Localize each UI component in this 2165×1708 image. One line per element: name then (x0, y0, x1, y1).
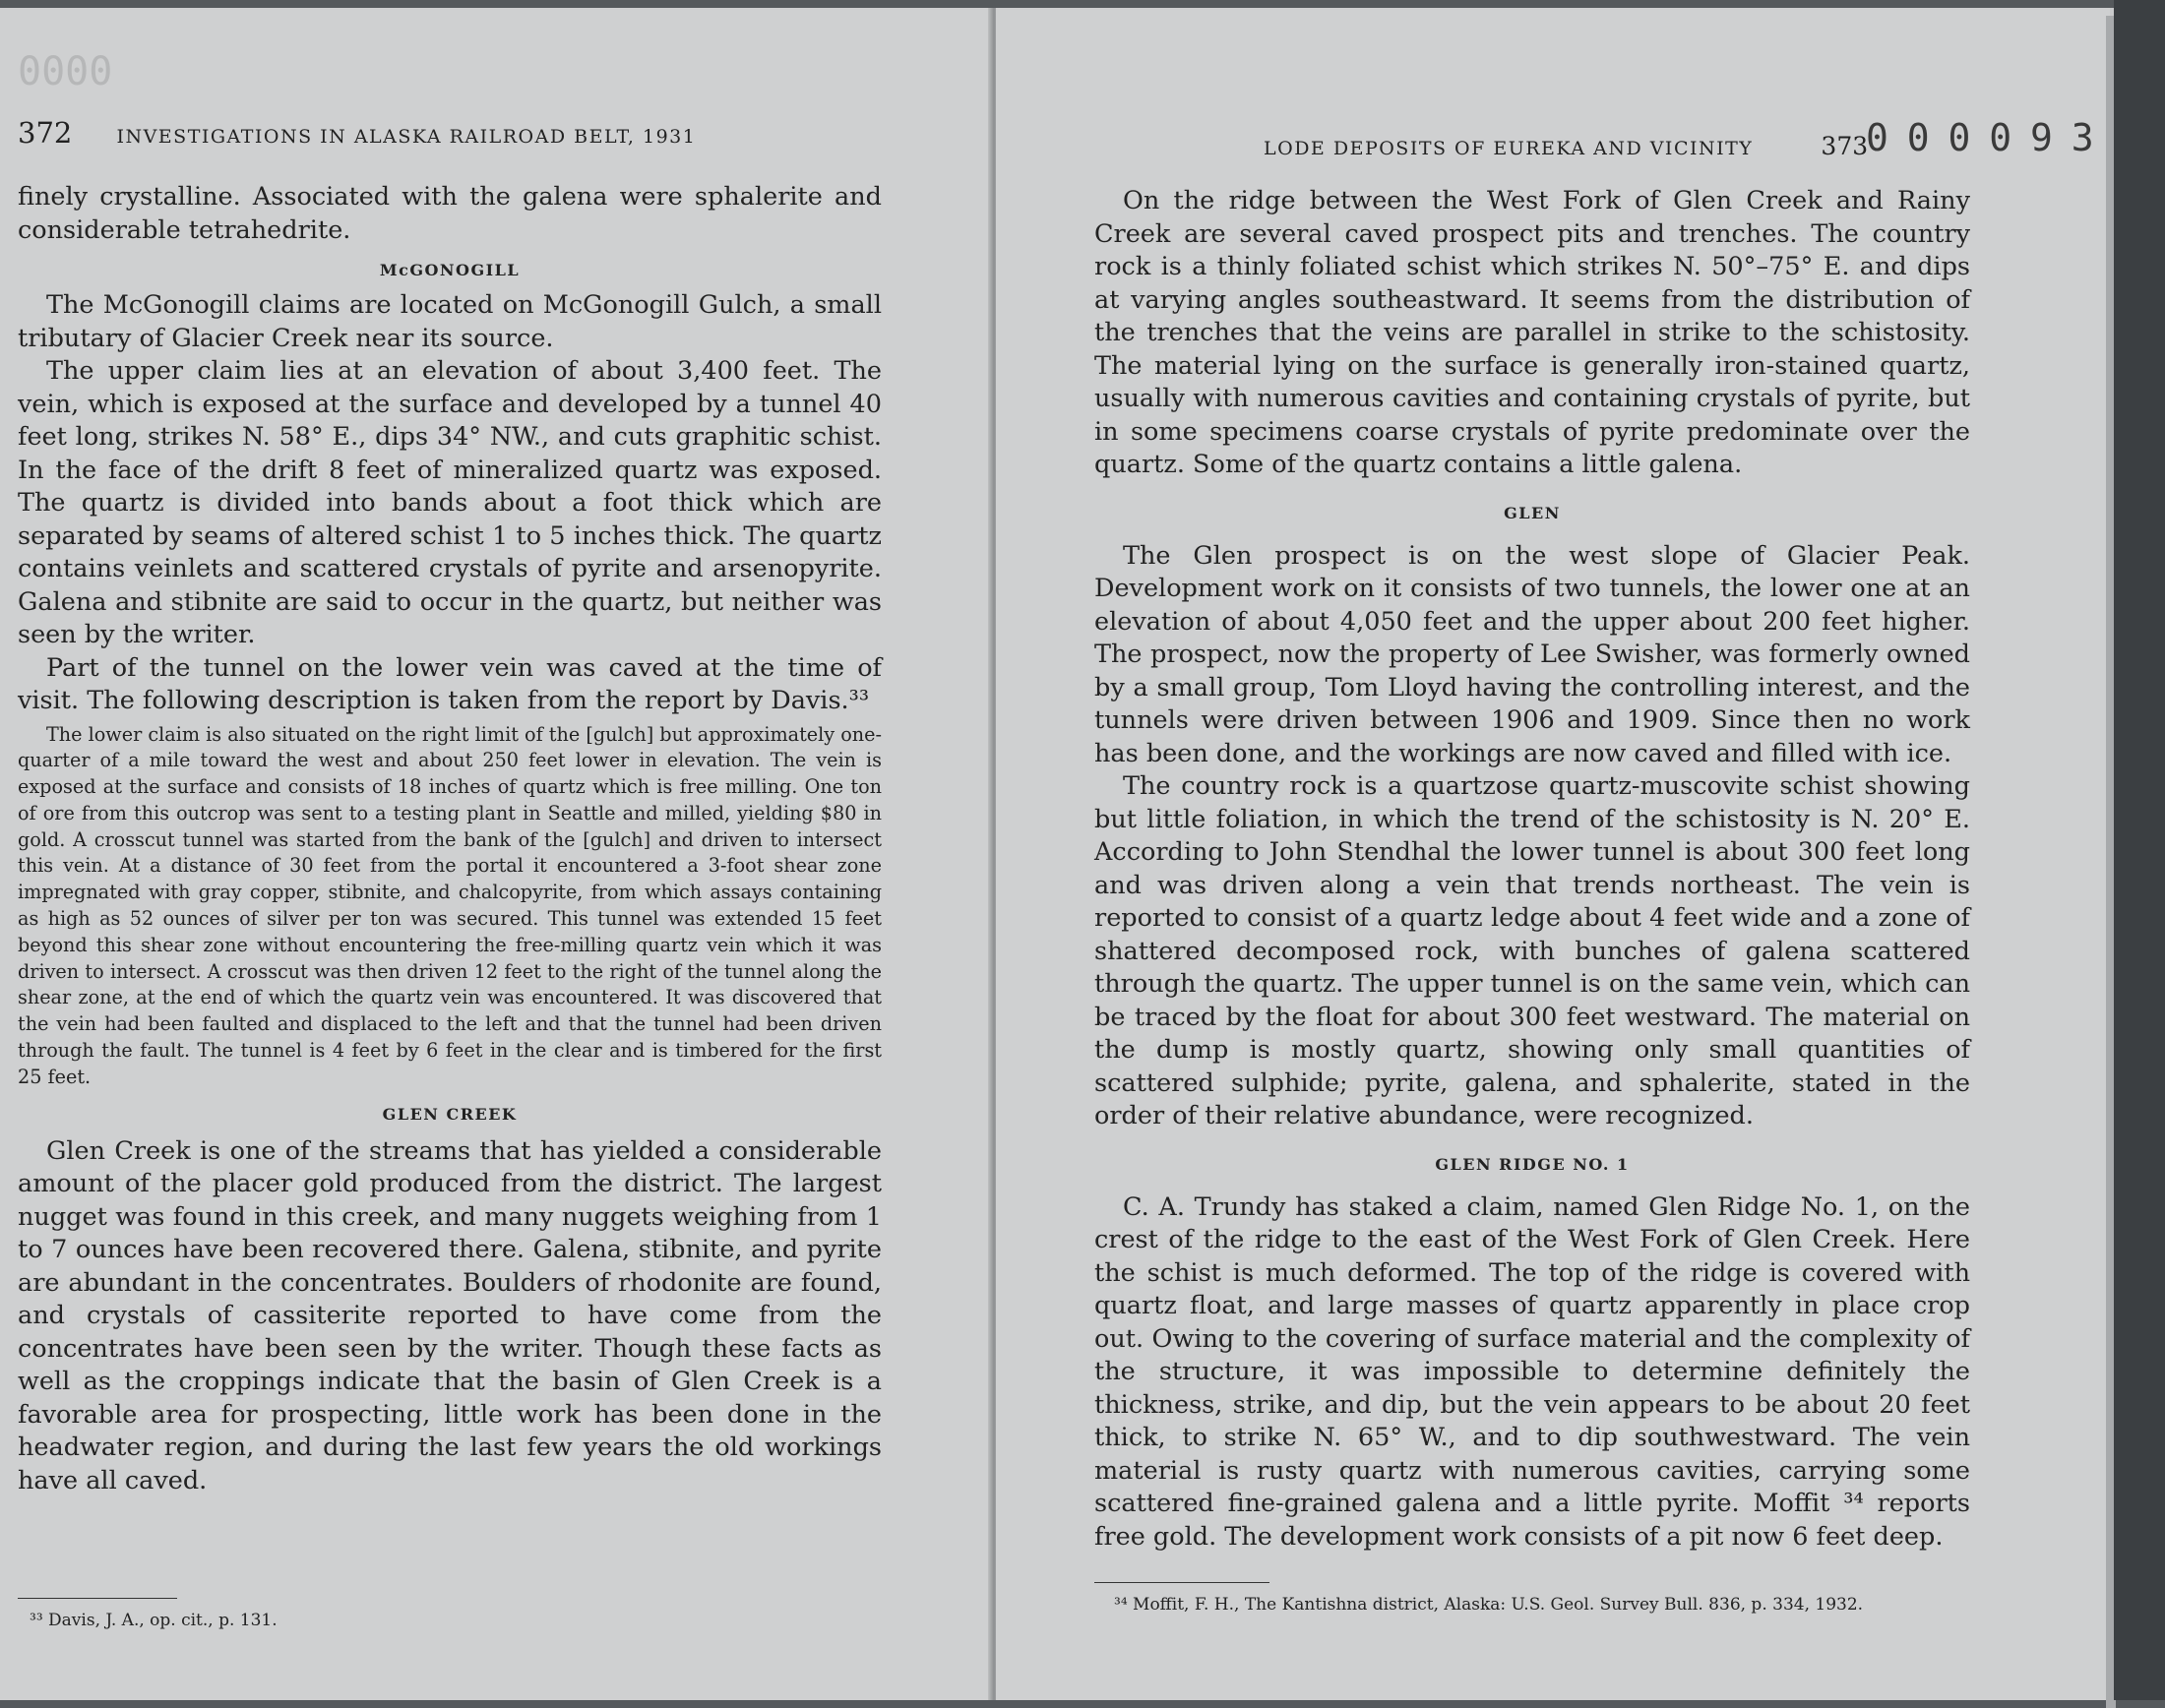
left-running-head: INVESTIGATIONS IN ALASKA RAILROAD BELT, 1931 (116, 126, 697, 148)
right-text-column (1094, 185, 1970, 1554)
body-paragraph: The Glen prospect is on the west slope of Glacier Peak. Development work on it consists of two tunnels, the lower one at an elevation of about 4,050 feet and the upper about 200 feet higher. The prospect, now the property of Lee Swisher, was formerly owned by a small group, Tom Lloyd having the controlling interest, and the tunnels were driven between 1906 and 1909. Since then no work has been done, and the workings are now caved and filled with ice. (1094, 540, 1970, 768)
left-page-number: 372 (18, 116, 73, 150)
section-heading-glen-creek: GLEN CREEK (382, 1104, 518, 1124)
scanner-border (2114, 0, 2165, 1700)
section-heading-mcgonogill: McGONOGILL (379, 261, 521, 279)
left-text-column (18, 181, 882, 1497)
right-corner-stamp: 0 0 0 0 9 3 (1866, 116, 2092, 159)
right-running-head: LODE DEPOSITS OF EUREKA AND VICINITY (1264, 138, 1754, 159)
body-paragraph: Glen Creek is one of the streams that has yielded a considerable amount of the placer gold produced from the district. The largest nugget was found in this creek, and many nuggets weighing from 1 to 7 ounces have been recovered there. Galena, stibnite, and pyrite are abundant in the concentrates. Boulders of rhodonite are found, and crystals of cassiterite reported to have come from the concentrates have been seen by the writer. Though these facts as well as the croppings indicate that the basin of Glen Creek is a favorable area for prospecting, little work has been done in the headwater region, and during the last few years the old workings have all caved. (18, 1135, 882, 1495)
body-paragraph: The country rock is a quartzose quartz-muscovite schist showing but little foliation, in which the trend of the schistosity is N. 20° E. According to John Stendhal the lower tunnel is about 300 feet long and was driven along a vein that trends northeast. The vein is reported to consist of a quartz ledge about 4 feet wide and a zone of shattered decomposed rock, with bunches of galena scattered through the quartz. The upper tunnel is on the same vein, which can be traced by the float for about 300 feet westward. The material on the dump is mostly quartz, showing only small quantities of scattered sulphide; pyrite, galena, and sphalerite, stated in the order of their relative abundance, were recognized. (1094, 771, 1970, 1130)
right-page (996, 8, 2110, 1700)
section-heading-glen-ridge-no-1: GLEN RIDGE NO. 1 (1435, 1154, 1630, 1174)
left-running-header (18, 116, 696, 150)
body-paragraph: The upper claim lies at an elevation of about 3,400 feet. The vein, which is exposed at the surface and developed by a tunnel 40 feet long, strikes N. 58° E., dips 34° NW., and cuts graphitic schist. In the face of the drift 8 feet of mineralized quartz was exposed. The quartz is divided into bands about a foot thick which are separated by seams of altered schist 1 to 5 inches thick. The quartz contains veinlets and scattered crystals of pyrite and arsenopyrite. Galena and stibnite are said to occur in the quartz, but neither was seen by the writer. (18, 356, 882, 649)
footnote-rule (18, 1598, 177, 1599)
quoted-passage: The lower claim is also situated on the right limit of the [gulch] but approximately one-quarter of a mile toward the west and about 250 feet lower in elevation. The vein is exposed at the surface and consists of 18 inches of quartz which is free milling. One ton of ore from this outcrop was sent to a testing plant in Seattle and milled, yielding $80 in gold. A crosscut tunnel was started from the bank of the [gulch] and driven to intersect this vein. At a distance of 30 feet from the portal it encountered a 3-foot shear zone impregnated with gray copper, stibnite, and chalcopyrite, from which assays containing as high as 52 ounces of silver per ton was secured. This tunnel was extended 15 feet beyond this shear zone without encountering the free-milling quartz vein which it was driven to intersect. A crosscut was then driven 12 feet to the right of the tunnel along the shear zone, at the end of which the quartz vein was encountered. It was discovered that the vein had been faulted and displaced to the left and that the tunnel had been driven through the fault. The tunnel is 4 feet by 6 feet in the clear and is timbered for the first 25 feet. (18, 722, 882, 1088)
continuation-paragraph: finely crystalline. Associated with the galena were sphalerite and considerable tetrahedrite. (18, 182, 882, 245)
body-paragraph: Part of the tunnel on the lower vein was caved at the time of visit. The following description is taken from the report by Davis.³³ (18, 652, 882, 715)
intro-paragraph: On the ridge between the West Fork of Glen Creek and Rainy Creek are several caved prospect pits and trenches. The country rock is a thinly foliated schist which strikes N. 50°–75° E. and dips at varying angles southeastward. It seems from the distribution of the trenches that the veins are parallel in strike to the schistosity. The material lying on the surface is generally iron-stained quartz, usually with numerous cavities and containing crystals of pyrite, but in some specimens coarse crystals of pyrite predominate over the quartz. Some of the quartz contains a little galena. (1094, 186, 1970, 479)
book-spread (0, 8, 2114, 1700)
footnote-rule (1094, 1582, 1269, 1583)
right-running-header (1264, 132, 1868, 160)
left-corner-stamp: 0000 (18, 49, 113, 94)
body-paragraph: The McGonogill claims are located on McGonogill Gulch, a small tributary of Glacier Creek near its source. (18, 290, 882, 353)
right-footnote: ³⁴ Moffit, F. H., The Kantishna district, Alaska: U.S. Geol. Survey Bull. 836, p. 334, 1932. (1114, 1595, 1864, 1615)
body-paragraph: C. A. Trundy has staked a claim, named Glen Ridge No. 1, on the crest of the ridge to the east of the West Fork of Glen Creek. Here the schist is much deformed. The top of the ridge is covered with quartz float, and large masses of quartz apparently in place crop out. Owing to the covering of surface material and the complexity of the structure, it was impossible to determine definitely the thickness, strike, and dip, but the vein appears to be about 20 feet thick, to strike N. 65° W., and to dip southwestward. The vein material is rusty quartz with numerous cavities, carrying some scattered fine-grained galena and a little pyrite. Moffit ³⁴ reports free gold. The development work consists of a pit now 6 feet deep. (1094, 1191, 1970, 1552)
right-page-number: 373 (1821, 132, 1869, 160)
section-heading-glen: GLEN (1504, 503, 1561, 522)
left-footnote: ³³ Davis, J. A., op. cit., p. 131. (30, 1611, 278, 1630)
left-page (0, 8, 990, 1700)
